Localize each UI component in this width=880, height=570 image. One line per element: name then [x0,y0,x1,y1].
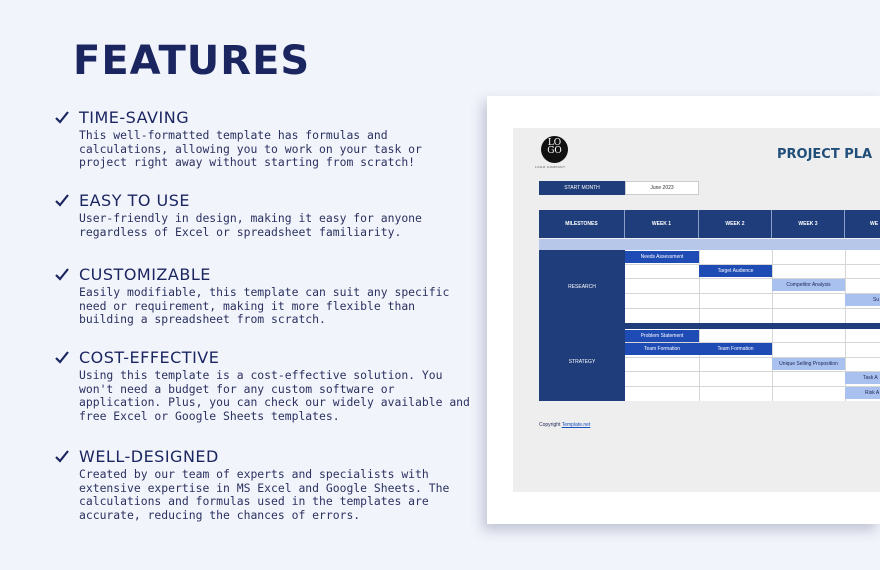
header-week-3: WEEK 3 [772,210,845,238]
task-competitor-analysis: Competitor Analysis [772,279,845,291]
spreadsheet-preview [513,128,880,492]
template-preview-card [487,96,880,524]
checkmark-icon [55,268,69,282]
feature-description: Using this template is a cost-effective solution. You won't need a budget for any custom software or application. Plus, you can check our widely available and free Excel or Google Sheets templates. [79,368,470,424]
feature-title: COST-EFFECTIVE [79,348,220,367]
checkmark-icon [55,450,69,464]
feature-time-saving [55,109,475,170]
start-month-label: START MONTH [539,181,625,195]
company-logo-subtitle: LOGO COMPANY [535,165,566,169]
start-month-value: June 2023 [625,181,699,195]
task-risk-a: Risk A [845,387,880,399]
feature-well-designed [55,448,475,523]
feature-title: CUSTOMIZABLE [79,265,211,284]
task-unique-selling-proposition: Unique Selling Proposition [772,358,845,370]
feature-title: EASY TO USE [79,191,190,210]
feature-description: User-friendly in design, making it easy for anyone regardless of Excel or spreadsheet familiarity. [79,211,422,239]
task-target-audience: Target Audience [699,265,772,277]
feature-cost-effective [55,349,475,424]
header-week-4: WE [845,210,880,238]
header-band [539,239,880,250]
copyright-text [539,422,590,428]
copyright-prefix: Copyright [539,422,562,428]
task-team-formation-2: Team Formation [699,343,772,355]
task-survey: Su [845,294,880,306]
task-task-a: Task A [845,372,880,384]
checkmark-icon [55,111,69,125]
sheet-title: PROJECT PLA [777,147,873,162]
feature-easy-to-use [55,192,475,239]
milestone-strategy: STRATEGY [539,323,625,401]
feature-description: Created by our team of experts and specialists with extensive expertise in MS Excel and Google Sheets. The calculations and formulas used in the templates are accurate, reducing the chances of errors. [79,467,450,523]
feature-title: WELL-DESIGNED [79,447,219,466]
task-problem-statement: Problem Statement [625,330,699,342]
feature-title: TIME-SAVING [79,108,190,127]
header-week-1: WEEK 1 [625,210,699,238]
checkmark-icon [55,194,69,208]
feature-description: This well-formatted template has formulas and calculations, allowing you to work on your task or project right away without starting from scratch! [79,128,422,170]
header-week-2: WEEK 2 [699,210,772,238]
company-logo: LO GO [541,136,568,163]
page-title: FEATURES [73,38,311,84]
checkmark-icon [55,351,69,365]
header-milestones: MILESTONES [539,210,625,238]
copyright-link[interactable]: Template.net [561,422,591,428]
task-needs-assessment: Needs Assessment [625,251,699,263]
feature-description: Easily modifiable, this template can suit any specific need or requirement, making it more flexible than building a spreadsheet from scratch. [79,285,450,327]
milestone-research: RESEARCH [539,250,625,323]
task-team-formation: Team Formation [625,343,699,355]
feature-customizable [55,266,475,327]
milestone-divider [625,323,880,329]
